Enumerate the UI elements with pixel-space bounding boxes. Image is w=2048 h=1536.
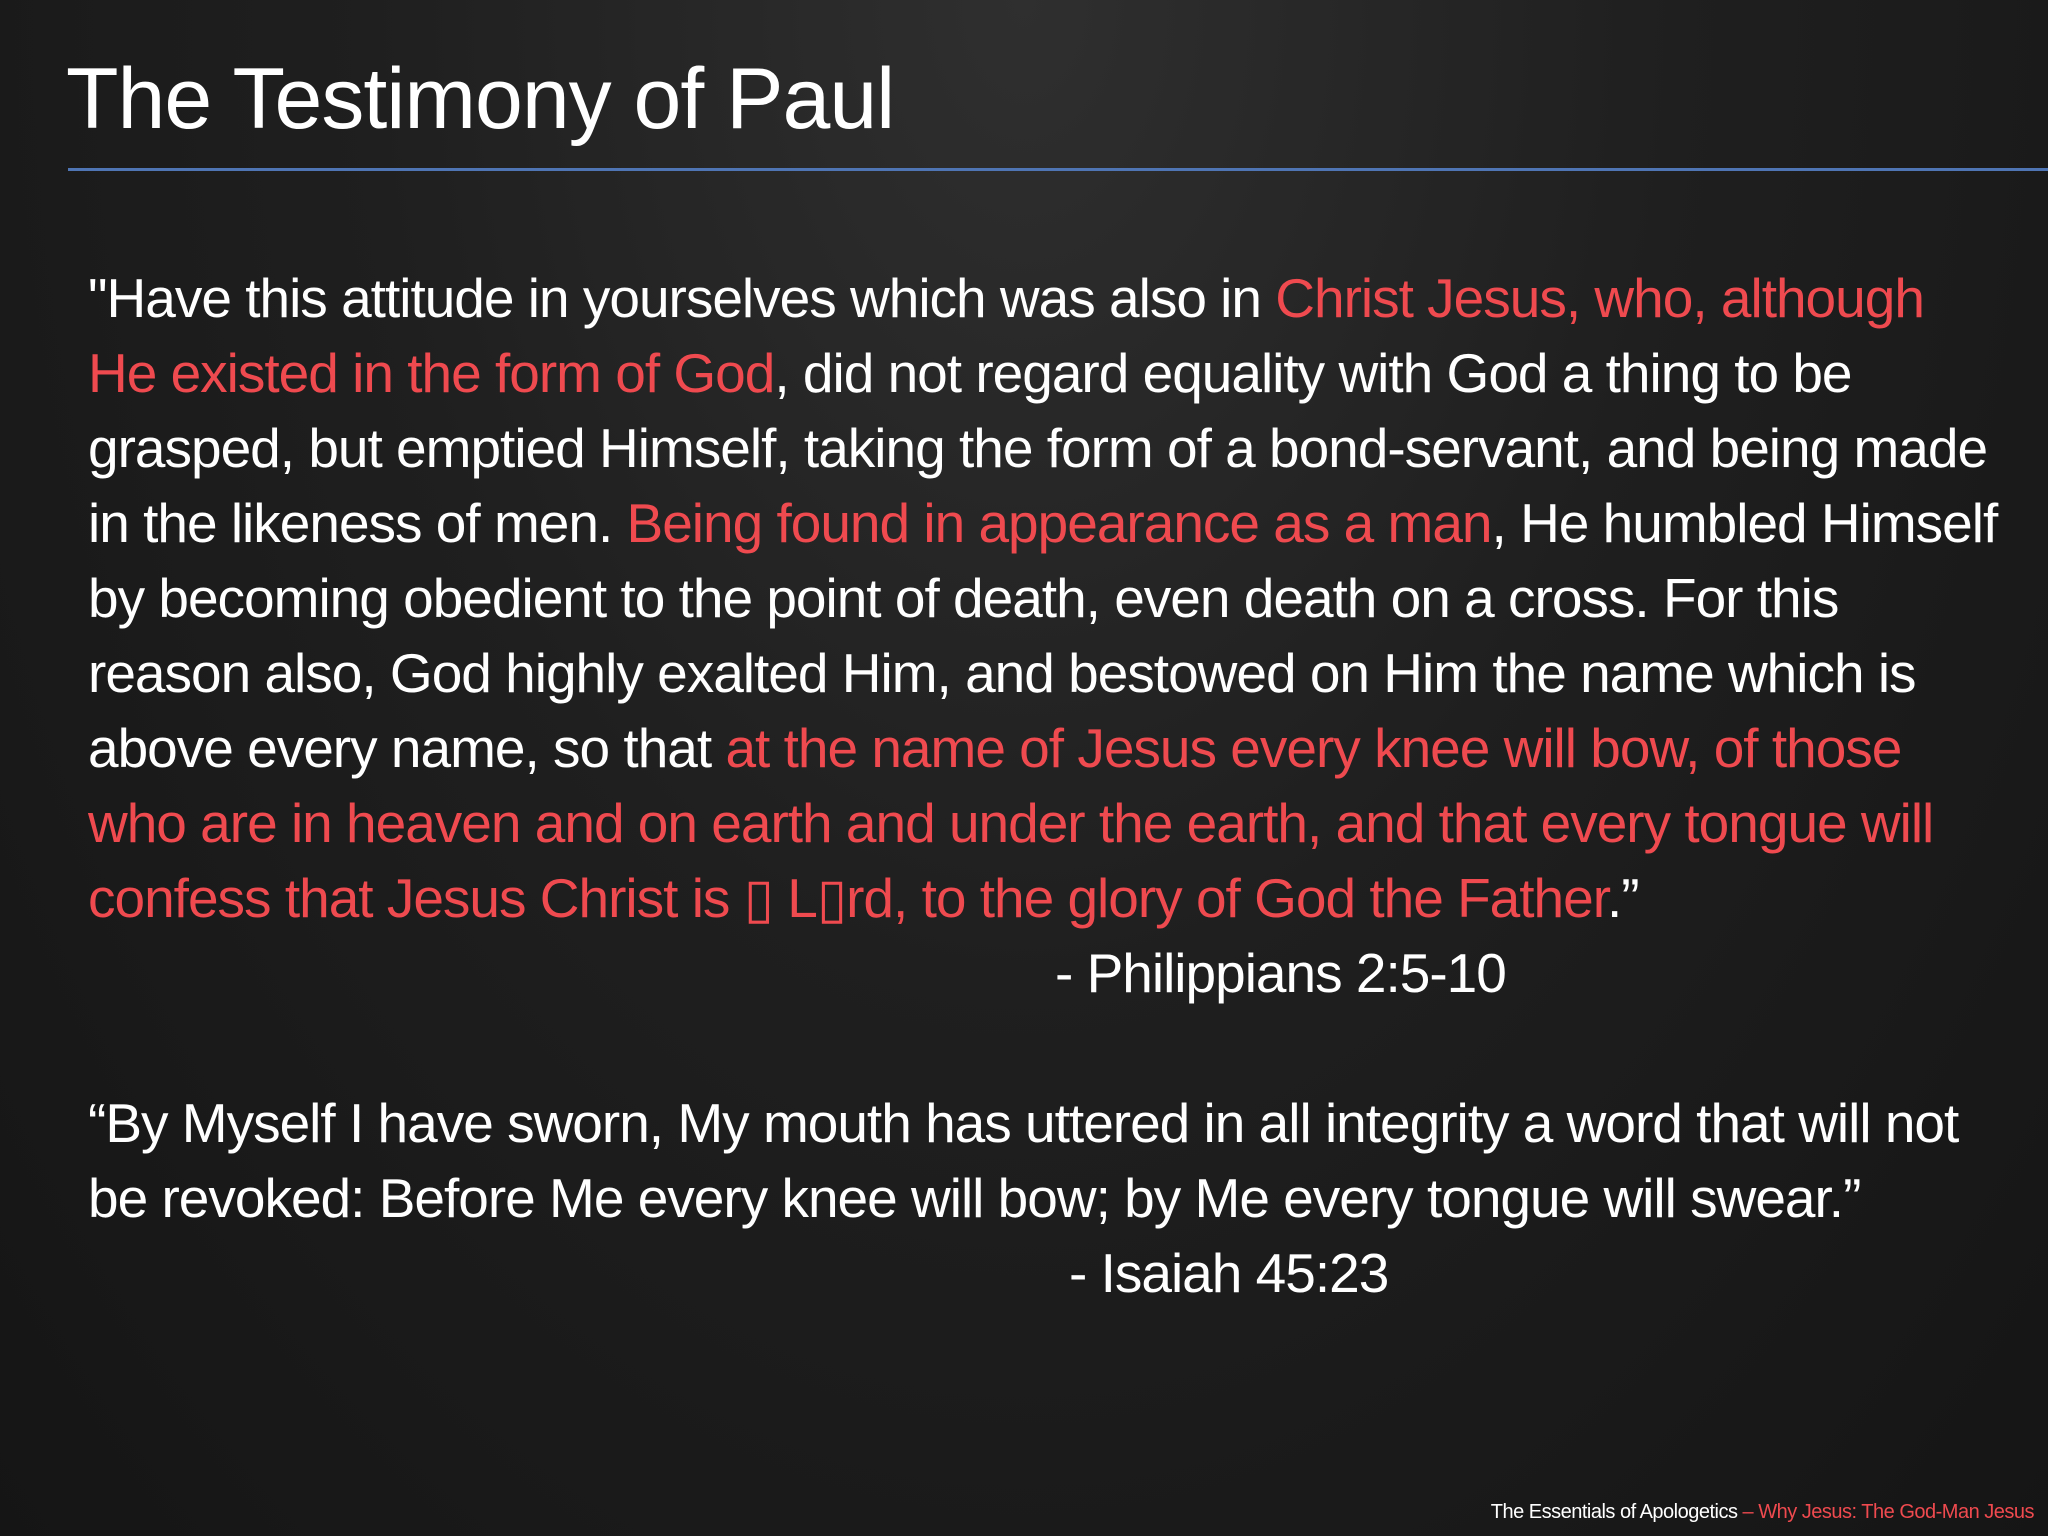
highlighted-text: who are in heaven and on earth and under the earth, and that every tongue will	[88, 792, 1934, 854]
slide-content	[88, 261, 1998, 1311]
footer-separator: –	[1737, 1501, 1759, 1523]
passage-text: by becoming obedient to the point of death, even death on a cross. For this	[88, 567, 1839, 629]
isaiah-citation: - Isaiah 45:23	[1069, 1242, 1389, 1304]
slide-footer	[1491, 1501, 2034, 1524]
passage-line	[88, 411, 1988, 486]
philippians-citation: - Philippians 2:5-10	[1055, 942, 1506, 1004]
passage-line	[88, 786, 1988, 861]
passage-text: , did not regard equality with God a thing to be	[774, 342, 1852, 404]
passage-text: .”	[1607, 867, 1639, 929]
passage-line: be revoked: Before Me every knee will bow; by Me every tongue will swear.”	[88, 1167, 1861, 1229]
slide-title: The Testimony of Paul	[66, 51, 895, 147]
passage-text: "Have this attitude in yourselves which was also in	[88, 267, 1276, 329]
title-divider	[68, 168, 2048, 171]
footer-series: The Essentials of Apologetics	[1490, 1501, 1738, 1523]
passage-line	[88, 711, 1988, 786]
highlighted-text: Being found in appearance as a man	[626, 492, 1492, 554]
passage-spacer	[88, 1011, 1988, 1086]
passage-text: grasped, but emptied Himself, taking the form of a bond-servant, and being made	[88, 417, 1988, 479]
passage-line	[88, 261, 1988, 336]
highlighted-text: at the name of Jesus every knee will bow, of those	[725, 717, 1902, 779]
passage-line	[88, 561, 1988, 636]
passage-text: above every name, so that	[88, 717, 726, 779]
isaiah-passage	[88, 1086, 1988, 1236]
passage-text: reason also, God highly exalted Him, and bestowed on Him the name which is	[88, 642, 1916, 704]
passage-text: , He humbled Himself	[1491, 492, 1998, 554]
passage-line	[88, 336, 1988, 411]
highlighted-text: Christ Jesus, who, although	[1275, 267, 1924, 329]
highlighted-text: confess that Jesus Christ is ▯ L▯rd, to the glory of God the Father	[88, 867, 1608, 929]
passage-line: “By Myself I have sworn, My mouth has uttered in all integrity a word that will not	[88, 1092, 1959, 1154]
philippians-passage	[88, 261, 1998, 936]
passage-line	[88, 486, 1998, 561]
footer-topic: Why Jesus: The God-Man Jesus	[1758, 1501, 2034, 1523]
passage-text: in the likeness of men.	[88, 492, 627, 554]
passage-line	[88, 636, 1988, 711]
highlighted-text: He existed in the form of God	[88, 342, 775, 404]
passage-line	[88, 861, 1988, 936]
